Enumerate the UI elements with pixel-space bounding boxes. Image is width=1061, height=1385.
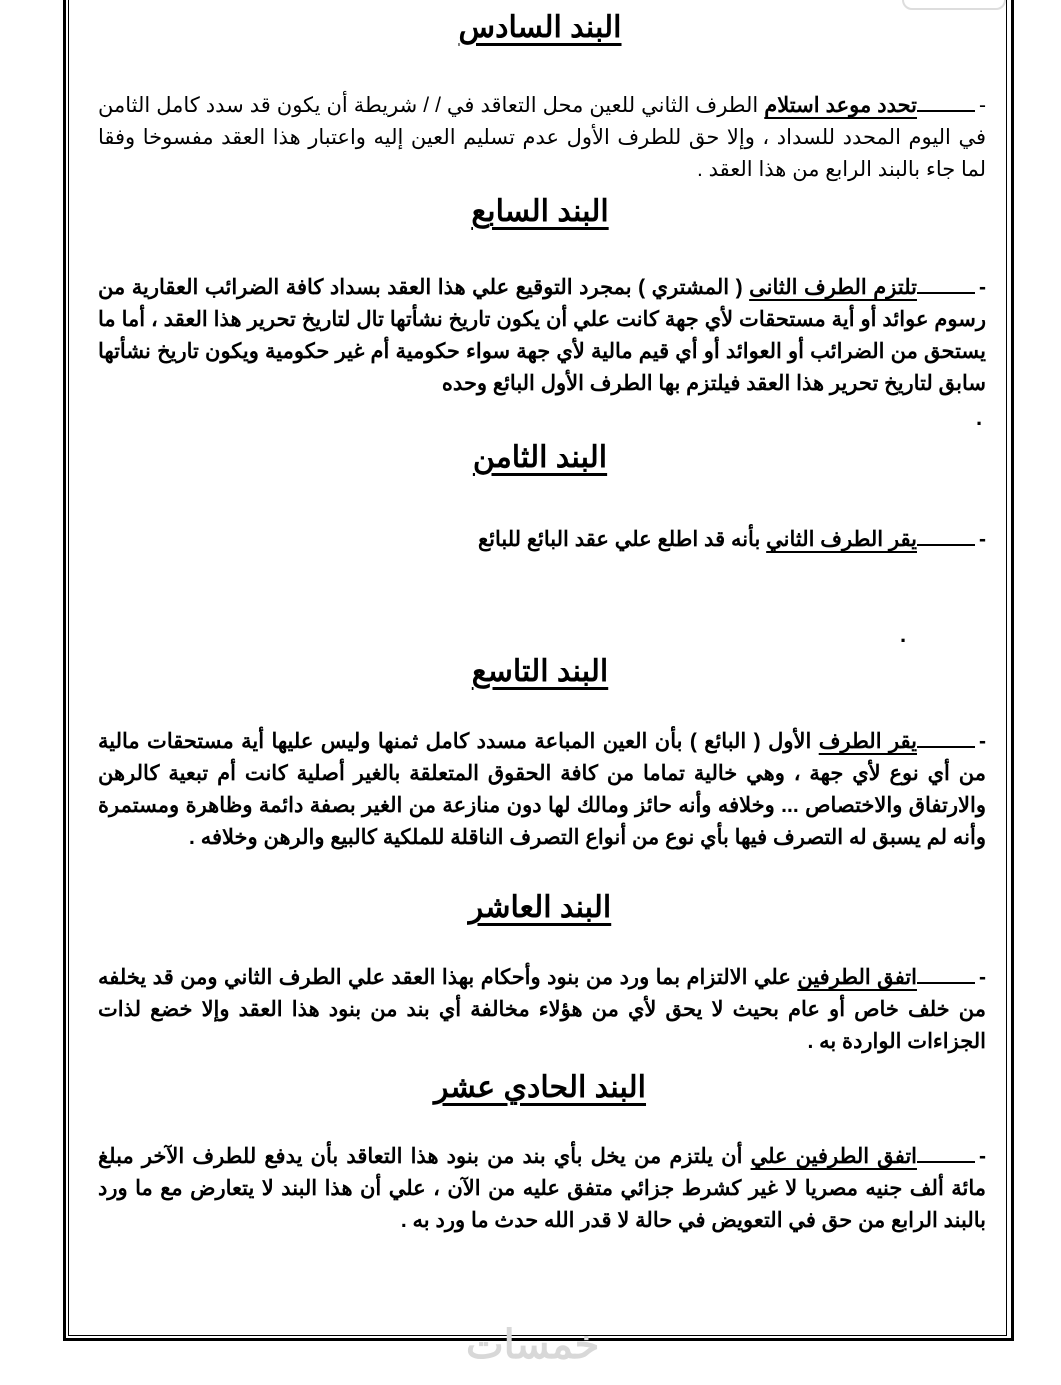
dash: -	[979, 94, 986, 117]
section-9-lead: يقر الطرف	[818, 730, 917, 753]
section-10-title: البند العاشر	[468, 891, 612, 924]
section-8-lead: يقر الطرف الثاني	[766, 528, 917, 551]
section-7-text	[98, 272, 986, 400]
section-11-text	[98, 1141, 986, 1237]
blank-underline	[917, 90, 975, 112]
section-9-body: الأول ( البائع ) بأن العين المباعة مسدد كامل ثمنها وليس عليها أية مستحقات مالية من أي نوع لأي جهة ، وهي خالية تماما من كافة الحقوق المتعلقة بالغير أصلية كانت أم تبعية كالرهن والارتفاق والاختصاص ... وخلافه وأنه حائز ومالك لها دون منازعة من الغير بصفة دائمة وظاهرة ومستمرة وأنه لم يسبق له التصرف فيها بأي نوع من أنواع التصرف الناقلة للملكية كالبيع والرهن وخلافه .	[98, 730, 986, 849]
dash: -	[979, 528, 986, 551]
section-6-lead: تحدد موعد استلام	[764, 94, 917, 117]
section-9-text	[98, 726, 986, 854]
blank-underline	[917, 1141, 975, 1163]
watermark-logo: خمسات	[466, 1323, 600, 1367]
section-7-body: ( المشتري ) بمجرد التوقيع علي هذا العقد بسداد كافة الضرائب العقارية من رسوم عوائد أو أية مستحقات لأي جهة كانت علي أن يكون تاريخ نشأتها تال لتاريخ تحرير هذا العقد ، أما ما يستحق من الضرائب أو العوائد أو أي قيم مالية لأي جهة سواء حكومية أم غير حكومية ويكون تاريخ نشأتها سابق لتاريخ تحرير هذا العقد فيلتزم بها الطرف الأول البائع وحده	[98, 276, 986, 395]
dash: -	[979, 966, 986, 989]
section-11-body: أن يلتزم من يخل بأي بند من بنود هذا التعاقد بأن يدفع للطرف الآخر مبلغ مائة ألف جنيه مصريا لا غير كشرط جزائي متفق عليه من الآن ، علي أن هذا البند لا يتعارض مع ما ورد بالبند الرابع من حق في التعويض في حالة لا قدر الله حدث ما ورد به .	[98, 1145, 986, 1232]
section-6-title: البند السادس	[458, 11, 622, 44]
section-9-title: البند التاسع	[471, 655, 609, 688]
dash: -	[979, 276, 986, 299]
section-7-lead: تلتزم الطرف الثانى	[749, 276, 917, 299]
section-11-lead: اتفق الطرفين علي	[750, 1145, 917, 1168]
section-10-lead: اتفق الطرفين	[797, 966, 917, 989]
section-8-title: البند الثامن	[472, 441, 608, 474]
blank-underline	[917, 524, 975, 546]
section-8-body: بأنه قد اطلع علي عقد البائع للبائع	[477, 528, 761, 551]
section-10-body: علي الالتزام بما ورد من بنود وأحكام بهذا العقد علي الطرف الثاني ومن قد يخلفه من خلف خاص أو عام بحيث لا يحق لأي من هؤلاء مخالفة أي بند من بنود هذا العقد وإلا خضع لذات الجزاءات الواردة به .	[98, 966, 986, 1053]
section-6-body: الطرف الثاني للعين محل التعاقد في / / شريطة أن يكون قد سدد كامل الثامن في اليوم المحدد للسداد ، وإلا حق للطرف الأول عدم تسليم العين إليه واعتبار هذا العقد مفسوخا وفقا لما جاء بالبند الرابع من هذا العقد .	[98, 94, 986, 181]
section-11-title: البند الحادي عشر	[433, 1071, 647, 1104]
blank-underline	[917, 726, 975, 748]
section-10-text	[98, 962, 986, 1058]
section-8-text	[98, 524, 986, 556]
stray-dot: .	[976, 405, 983, 430]
section-6-text	[98, 90, 986, 186]
dash: -	[979, 730, 986, 753]
dash: -	[979, 1145, 986, 1168]
stray-dot: .	[900, 622, 907, 647]
blank-underline	[917, 962, 975, 984]
blank-underline	[917, 272, 975, 294]
section-7-title: البند السابع	[471, 195, 609, 228]
